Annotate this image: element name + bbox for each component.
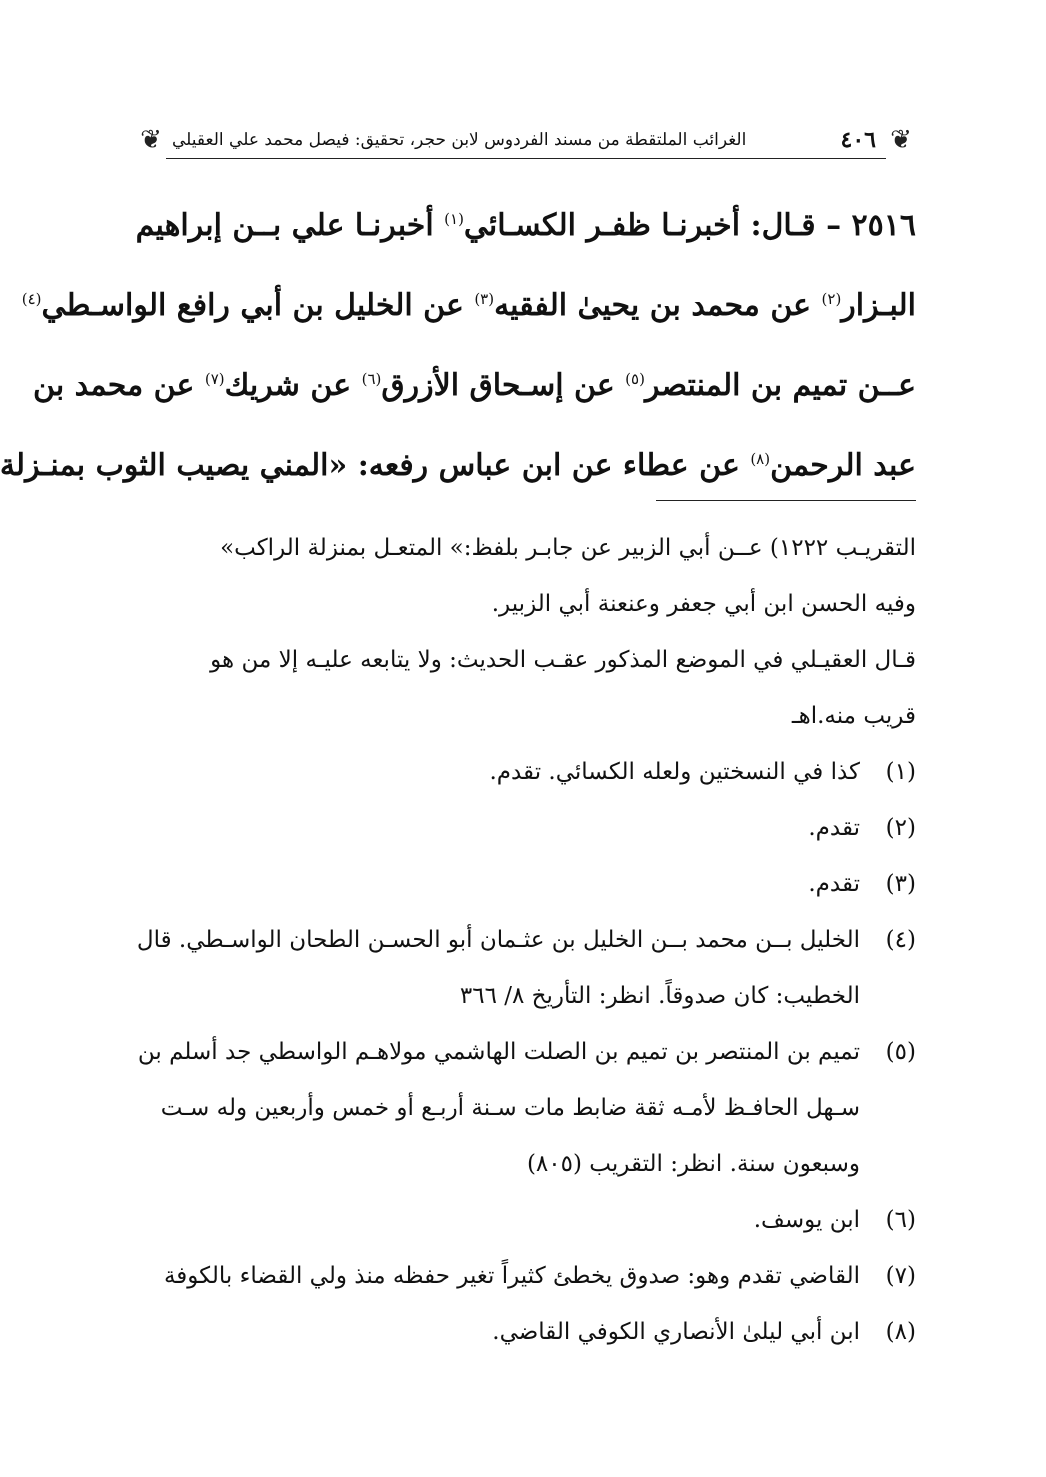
- footnote-text: تقدم.: [808, 815, 860, 841]
- continued-note-line: قـال العقيـلي في الموضع المذكور عقـب الحديث: ولا يتابعه عليـه إلا من هو: [210, 647, 916, 673]
- continued-note-line: وفيه الحسن ابن أبي جعفر وعنعنة أبي الزبير.: [491, 591, 916, 617]
- footnote-number: (٦): [885, 1207, 916, 1233]
- footnote-8: [136, 1304, 916, 1360]
- hadith-line: ٢٥١٦ – قـال: أخبرنـا ظفـر الكسـائي$^{(١)}$ أخبرنـا علي بــن إبراهيم: [135, 208, 916, 243]
- footnote-text: تميم بن المنتصر بن تميم بن الصلت الهاشمي مولاهـم الواسطي جد أسلم بن: [137, 1039, 860, 1065]
- footnote-text: الخليل بــن محمد بــن الخليل بن عثـمان أبو الحسـن الطحان الواسـطي. قال: [136, 927, 860, 953]
- footnote-ref: (٥): [625, 370, 645, 388]
- footnote-number: (٨): [885, 1319, 916, 1345]
- footnote-text: وسبعون سنة. انظر: التقريب (٨٠٥): [526, 1151, 860, 1177]
- footnote-4: [136, 912, 916, 1024]
- hadith-text: [0, 186, 916, 506]
- hadith-line: عبد الرحمن$^{(٨)}$ عن عطاء عن ابن عباس رفعه: «المني يصيب الثوب بمنـزلة: [0, 448, 916, 483]
- footnote-ref: (٧): [204, 370, 225, 388]
- header-bar: [166, 122, 886, 159]
- footnote-text: الخطيب: كان صدوقاً. انظر: التأريخ ٨/ ٣٦٦: [459, 983, 860, 1009]
- footnote-text: القاضي تقدم وهو: صدوق يخطئ كثيراً تغير حفظه منذ ولي القضاء بالكوفة: [163, 1263, 860, 1289]
- footnote-3: [136, 856, 916, 912]
- header-title: الغرائب الملتقطة من مسند الفردوس لابن حجر، تحقيق: فيصل محمد علي العقيلي: [172, 129, 747, 150]
- footnote-text: تقدم.: [808, 871, 860, 897]
- footnote-number: (٤): [885, 927, 916, 953]
- footnote-text: ابن يوسف.: [753, 1207, 860, 1233]
- left-ornament-icon: ❦: [140, 125, 162, 155]
- footnote-ref: (٣): [474, 290, 495, 308]
- right-ornament-icon: ❦: [890, 125, 912, 155]
- page-number: ٤٠٦: [840, 126, 876, 153]
- continued-note-line: قريب منه.اهـ: [791, 703, 916, 729]
- footnote-separator: [656, 500, 916, 501]
- footnote-ref: (٤): [21, 290, 42, 308]
- footnote-number: (٣): [885, 871, 916, 897]
- hadith-line: البـزار$^{(٢)}$ عن محمد بن يحيىٰ الفقيه$^{(٣)}$ عن الخليل بن أبي رافع الواسـطي$^{(٤)}$: [21, 288, 916, 323]
- hadith-line: عــن تميم بن المنتصر$^{(٥)}$ عن إسـحاق الأزرق$^{(٦)}$ عن شريك$^{(٧)}$ عن محمد بن: [33, 368, 916, 403]
- footnote-number: (٧): [885, 1263, 916, 1289]
- footnote-5: [136, 1024, 916, 1192]
- running-header: [136, 120, 916, 160]
- footnote-text: كذا في النسختين ولعله الكسائي. تقدم.: [489, 759, 860, 785]
- footnotes-section: [136, 520, 916, 1360]
- footnote-text: سـهل الحافـظ لأمـه ثقة ضابط مات سـنة أربـع أو خمس وأربعين وله سـت: [160, 1095, 860, 1121]
- footnote-ref: (٢): [821, 290, 842, 308]
- footnote-ref: (١): [444, 210, 464, 228]
- footnote-number: (٢): [885, 815, 916, 841]
- continued-note-line: التقريـب ١٢٢٢) عــن أبي الزبير عن جابـر بلفظ:» المتعـل بمنزلة الراكب»: [220, 535, 916, 561]
- footnote-ref: (٦): [361, 370, 382, 388]
- footnote-1: [136, 744, 916, 800]
- footnote-text: ابن أبي ليلىٰ الأنصاري الكوفي القاضي.: [492, 1319, 860, 1345]
- footnote-ref: (٨): [750, 450, 771, 468]
- footnote-number: (١): [885, 759, 916, 785]
- footnote-2: [136, 800, 916, 856]
- footnote-7: [136, 1248, 916, 1304]
- footnote-number: (٥): [885, 1039, 916, 1065]
- footnote-6: [136, 1192, 916, 1248]
